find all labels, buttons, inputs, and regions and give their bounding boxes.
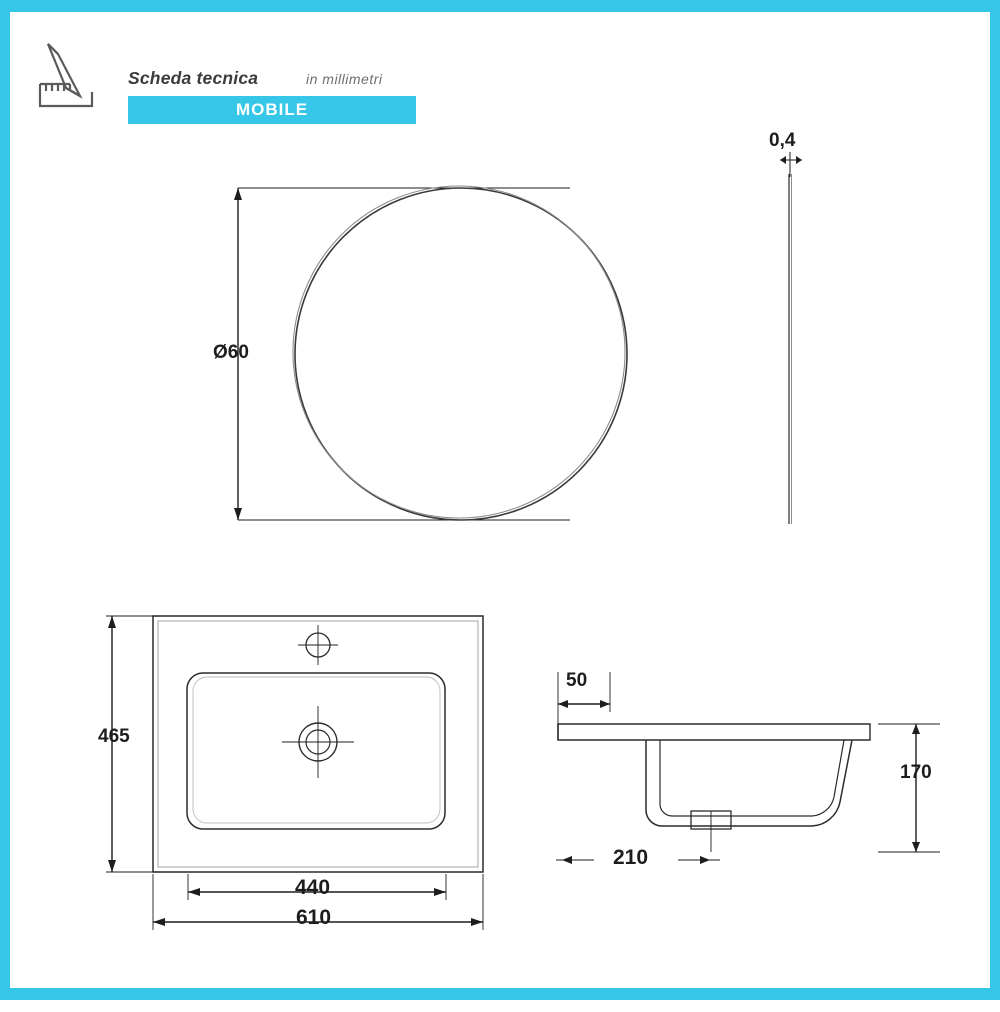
header-title: Scheda tecnica bbox=[128, 68, 259, 88]
dimension-label-top-offset: 50 bbox=[566, 670, 588, 691]
dimension-label-inner-width: 440 bbox=[295, 876, 331, 899]
round-mirror-top-view bbox=[234, 186, 627, 520]
header-subtitle: in millimetri bbox=[306, 71, 383, 87]
mirror-thickness-side-view bbox=[780, 152, 802, 524]
dimension-label-diameter: Ø60 bbox=[213, 342, 249, 363]
technical-drawings bbox=[10, 12, 1000, 1012]
dimension-label-bowl-width: 210 bbox=[613, 846, 649, 869]
basin-section-view bbox=[556, 672, 940, 864]
header-category-label: MOBILE bbox=[235, 100, 309, 119]
dimension-label-total-width: 610 bbox=[296, 906, 332, 929]
dimension-label-depth: 170 bbox=[900, 762, 932, 783]
dimension-label-height: 465 bbox=[98, 726, 130, 747]
dimension-label-thickness: 0,4 bbox=[769, 130, 796, 151]
